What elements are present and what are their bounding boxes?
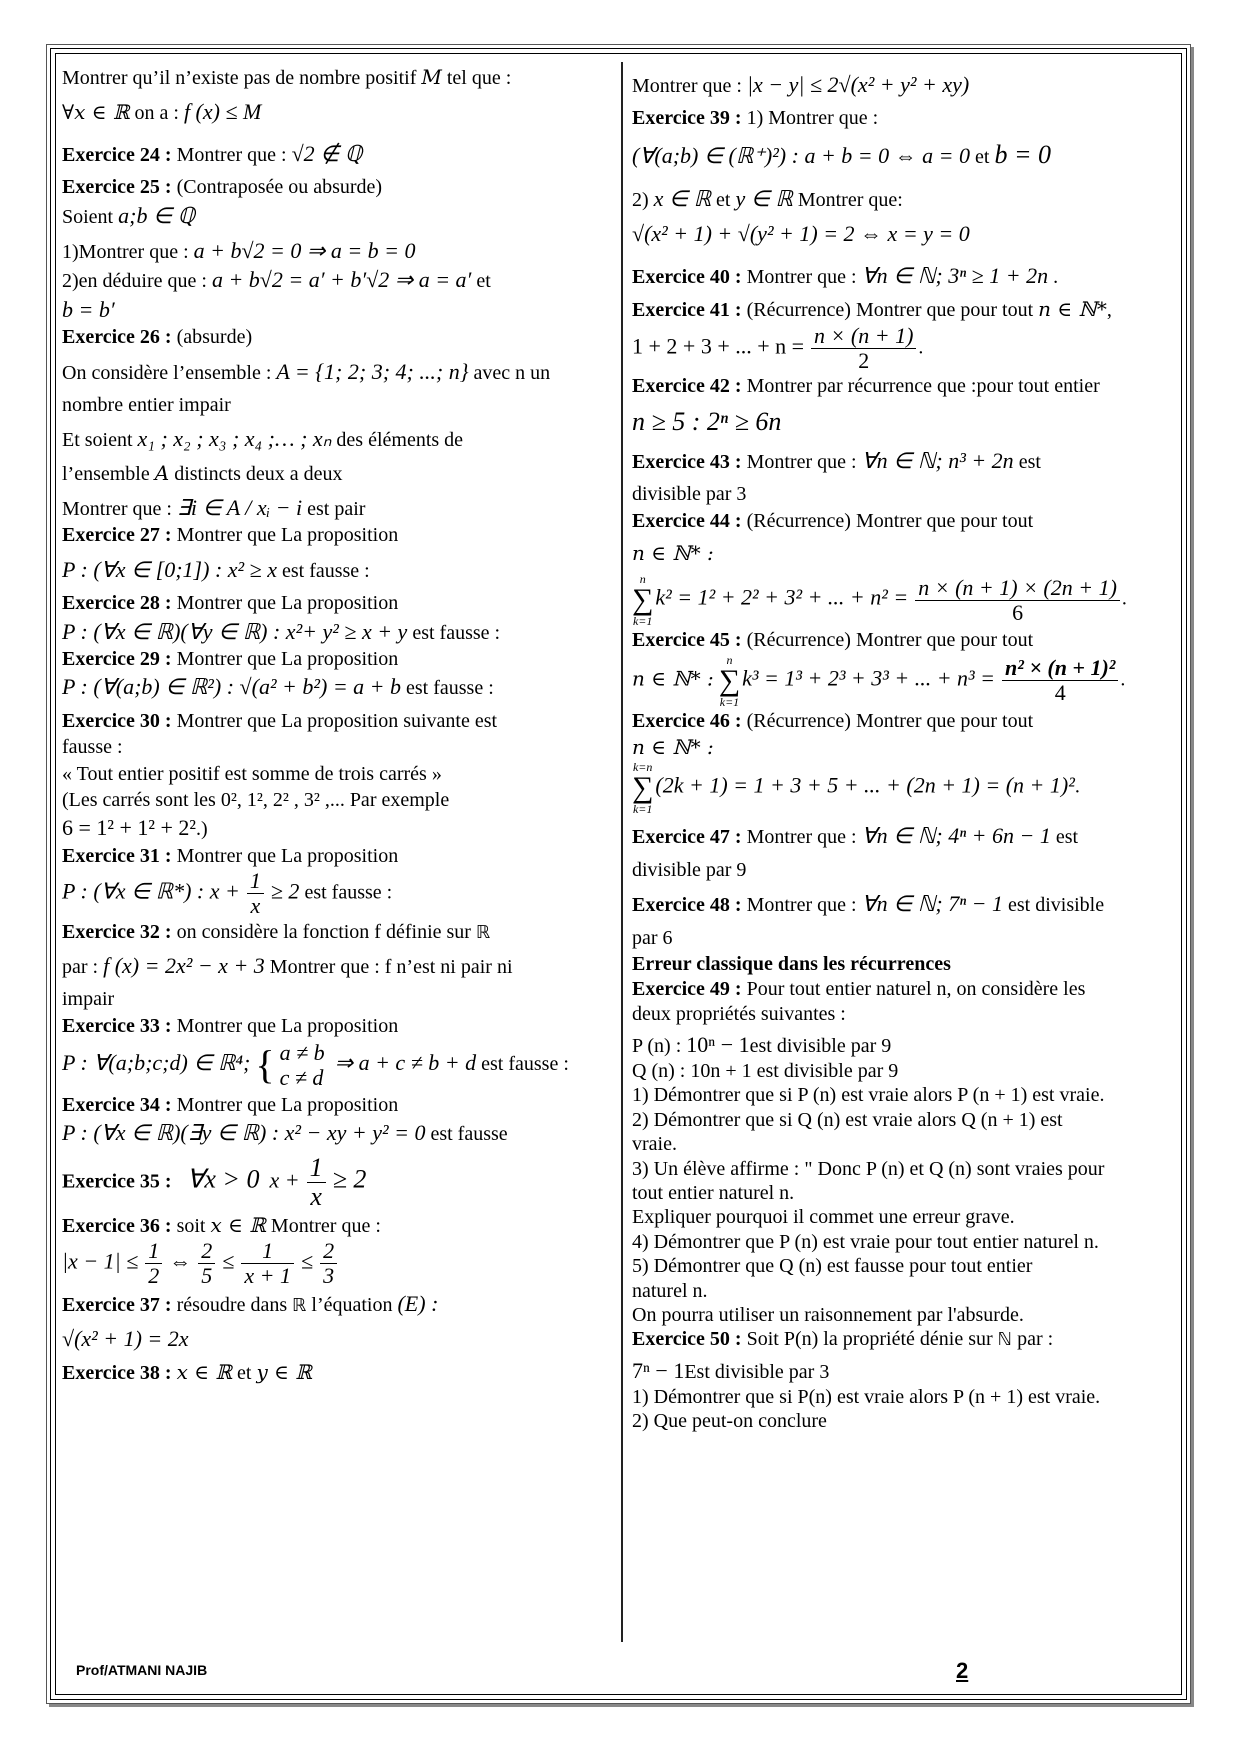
math: b = 0 (994, 139, 1051, 169)
exercise-37 (62, 1289, 612, 1354)
exercise-32 (62, 919, 612, 1013)
math: n ≥ 5 : 2ⁿ ≥ 6n (632, 407, 782, 437)
text: . (1120, 668, 1126, 691)
math: ℝ (475, 921, 491, 943)
question: naturel n. (632, 1279, 708, 1302)
text: tel que : (446, 67, 512, 89)
math: 1 + 2 + 3 + ... + n = (632, 332, 805, 358)
text: est fausse : (304, 881, 393, 904)
math: x ∈ ℝ (653, 186, 712, 212)
numerator: 1 (145, 1239, 162, 1264)
exercise-title: Exercice 25 : (62, 176, 172, 199)
text: Montrer que : (746, 826, 857, 849)
exercise-24 (62, 139, 612, 168)
fraction (811, 324, 916, 373)
denominator: 4 (1054, 680, 1066, 706)
condition: a ≠ b (279, 1040, 325, 1066)
condition: c ≠ d (279, 1064, 324, 1090)
math: k³ = 1³ + 2³ + 3³ + ... + n³ = (742, 665, 995, 691)
denominator: 3 (323, 1263, 335, 1289)
text: et (975, 145, 990, 168)
exercise-title: Exercice 27 : (62, 524, 172, 547)
text: Montrer que La proposition (176, 524, 399, 547)
right-column (632, 64, 1180, 1433)
exercise-31 (62, 843, 612, 919)
exercise-title: Exercice 29 : (62, 648, 172, 671)
text: est (1055, 826, 1079, 849)
text: Montrer que: (797, 189, 903, 212)
math: ≥ 2 (270, 878, 300, 904)
text: Montrer que : (270, 1214, 381, 1237)
text: est (1018, 450, 1041, 473)
exercise-title: Exercice 43 : (632, 450, 742, 473)
text: . (1053, 265, 1059, 288)
math: n ∈ ℕ* : (632, 666, 714, 691)
exercise-29 (62, 646, 612, 702)
exercise-title: Exercice 31 : (62, 844, 172, 867)
math: P : ∀(a;b;c;d) ∈ ℝ⁴; (62, 1050, 251, 1076)
text: par 6 (632, 926, 673, 949)
exercise-title: Exercice 24 : (62, 143, 172, 166)
text: Montrer par récurrence que :pour tout entier (746, 375, 1100, 398)
column-divider (621, 62, 623, 1642)
math: |x − y| ≤ 2√(x² + y² + xy) (746, 72, 970, 97)
question: 4) Démontrer que P (n) est vraie pour tout entier naturel n. (632, 1230, 1099, 1253)
text: Soient (62, 205, 114, 228)
math: P : (∀(a;b) ∈ ℝ²) : √(a² + b²) = a + b (62, 674, 402, 700)
math: n ∈ ℕ* (1038, 297, 1107, 322)
question: vraie. (632, 1133, 677, 1156)
sum-lower: k=1 (719, 694, 740, 709)
exercise-title: Exercice 38 : (62, 1362, 172, 1385)
numerator: 2 (320, 1239, 337, 1264)
question: 1) Démontrer que si P (n) est vraie alors P (n + 1) est vraie. (632, 1084, 1105, 1107)
math: √(x² + 1) = 2x (62, 1326, 189, 1352)
exercise-46 (632, 708, 1180, 816)
text: Montrer qu’il n’existe pas de nombre positif (62, 67, 417, 89)
text: (Récurrence) Montrer que pour tout (746, 299, 1034, 322)
exercise-45 (632, 627, 1180, 707)
question: tout entier naturel n. (632, 1181, 795, 1204)
page-inner-border (55, 53, 1182, 1695)
math: |x − 1| ≤ (62, 1248, 139, 1274)
exercise-title: Exercice 37 : (62, 1293, 172, 1316)
exercise-title: Exercice 42 : (632, 375, 742, 398)
system (277, 1041, 328, 1089)
text: Montrer que : (746, 265, 857, 288)
exercise-30 (62, 708, 612, 843)
question: Expliquer pourquoi il commet une erreur grave. (632, 1206, 1015, 1229)
text: . (918, 335, 924, 358)
sum-icon: n ∑ k=1 (632, 572, 654, 629)
exercise-title: Exercice 49 : (632, 978, 742, 1001)
numerator: n × (n + 1) (811, 324, 916, 349)
exercise-25 (62, 174, 612, 324)
math: M (421, 65, 442, 89)
text: Montrer que La proposition suivante est (176, 709, 498, 732)
math: k² = 1² + 2² + 3² + ... + n² = (655, 584, 909, 610)
math: n ∈ ℕ* : (632, 540, 714, 565)
text: Q (n) : 10n + 1 est divisible par 9 (632, 1060, 899, 1083)
question: On pourra utiliser un raisonnement par l'absurde. (632, 1303, 1024, 1326)
text: fausse : (62, 736, 123, 759)
text: (Récurrence) Montrer que pour tout (746, 509, 1034, 532)
math: A = {1; 2; 3; 4; ...; n} (276, 358, 469, 384)
exercise-title: Exercice 48 : (632, 894, 742, 917)
math: a;b ∈ ℚ (118, 202, 195, 228)
math: x ∈ ℝ (176, 1360, 233, 1385)
exercise-34 (62, 1092, 612, 1148)
text: l’équation (311, 1293, 393, 1316)
exercise-title: Exercice 36 : (62, 1214, 172, 1237)
math: (E) : (397, 1290, 439, 1316)
text: nombre entier impair (62, 393, 231, 416)
text: (Récurrence) Montrer que pour tout (746, 709, 1034, 732)
text: Montrer que La proposition (176, 1014, 399, 1037)
fraction (145, 1239, 162, 1288)
exercise-38-continued (632, 70, 1180, 99)
math: ∀n ∈ ℕ; n³ + 2n (861, 447, 1014, 473)
math: ∀x > 0 (186, 1164, 260, 1194)
section-title: Erreur classique dans les récurrences (632, 953, 951, 976)
fraction (198, 1239, 215, 1288)
text: est fausse : (412, 621, 501, 644)
text: . (1074, 776, 1080, 799)
exercise-47 (632, 821, 1180, 883)
exercise-title: Exercice 34 : (62, 1093, 172, 1116)
text: Montrer que : (62, 498, 172, 521)
exercise-title: Exercice 45 : (632, 629, 742, 652)
text: résoudre dans (176, 1293, 288, 1316)
math: b = b′ (62, 296, 115, 322)
exercise-title: Exercice 40 : (632, 265, 742, 288)
math: ℝ (292, 1294, 307, 1316)
text: est divisible (1008, 894, 1105, 917)
math: 0², 1², 2² , 3² (220, 788, 320, 811)
text: on considère la fonction f définie sur (176, 920, 471, 943)
text: est pair (307, 498, 366, 521)
footer-author: Prof/ATMANI NAJIB (76, 1662, 208, 1678)
math: ∀n ∈ ℕ; 7ⁿ − 1 (861, 891, 1004, 917)
denominator: 2 (858, 347, 870, 373)
left-column (62, 64, 612, 1387)
text: 1) Montrer que : (746, 107, 879, 130)
fraction (915, 576, 1120, 625)
numerator: n² × (n + 1)² (1002, 656, 1118, 681)
math: y ∈ ℝ (256, 1360, 312, 1385)
math: (2k + 1) = 1 + 3 + 5 + ... + (2n + 1) = (n + 1)² (655, 773, 1075, 799)
text: avec n un (473, 361, 551, 384)
sum-upper: n (726, 652, 733, 667)
denominator: 2 (148, 1263, 160, 1289)
text: deux propriétés suivantes : (632, 1002, 846, 1025)
text: l’ensemble (62, 462, 150, 485)
text: divisible par 3 (632, 483, 747, 506)
text: , (1106, 299, 1112, 322)
exercise-43 (632, 446, 1180, 508)
page-frame (50, 48, 1187, 1700)
math: y ∈ ℝ (735, 186, 793, 212)
math: P : (∀x ∈ ℝ)(∃y ∈ ℝ) : x² − xy + y² = 0 (62, 1120, 426, 1146)
exercise-40 (632, 261, 1180, 290)
text: . (1121, 587, 1127, 610)
text: « Tout entier positif est somme de trois carrés » (62, 762, 442, 785)
intro-line-1 (62, 64, 612, 91)
text: distincts deux a deux (174, 462, 343, 485)
math: ≤ (222, 1248, 235, 1274)
math: x ∈ ℝ (210, 1212, 266, 1237)
exercise-38 (62, 1359, 612, 1386)
text: P (n) : (632, 1035, 682, 1058)
exercise-title: Exercice 39 : (632, 107, 742, 130)
text: 2) (632, 189, 649, 212)
exercise-title: Exercice 41 : (632, 299, 742, 322)
text: Et soient (62, 429, 133, 452)
math: x + (269, 1167, 300, 1193)
exercise-33 (62, 1013, 612, 1092)
math: x₁ ; x₂ ; x₃ ; x₄ ;… ; xₙ (137, 426, 332, 452)
text: (Récurrence) Montrer que pour tout (746, 629, 1034, 652)
text: Est divisible par 3 (684, 1360, 830, 1383)
exercise-title: Exercice 35 : (62, 1170, 172, 1193)
text: des éléments de (336, 429, 464, 452)
exercise-35 (62, 1154, 612, 1212)
exercise-title: Exercice 28 : (62, 592, 172, 615)
fraction (1002, 656, 1118, 705)
text: par : (62, 955, 99, 978)
denominator: x (310, 1182, 322, 1212)
numerator: 1 (307, 1154, 326, 1184)
sum-lower: k=1 (632, 614, 653, 629)
exercise-48 (632, 889, 1180, 951)
math: ∀n ∈ ℕ; 4ⁿ + 6n − 1 (861, 823, 1051, 849)
numerator: n × (n + 1) × (2n + 1) (915, 576, 1120, 601)
numerator: 2 (198, 1239, 215, 1264)
exercise-title: Exercice 33 : (62, 1014, 172, 1037)
math: P : (∀x ∈ [0;1]) : x² ≥ x (62, 556, 277, 582)
sum-upper: n (639, 572, 646, 587)
math: P : (∀x ∈ ℝ)(∀y ∈ ℝ) : x²+ y² ≥ x + y (62, 618, 408, 644)
text: est fausse : (481, 1053, 569, 1076)
math: n ∈ ℕ* : (632, 735, 714, 760)
math: ≤ (300, 1248, 314, 1274)
math: 10ⁿ − 1 (686, 1032, 750, 1058)
denominator: x (250, 893, 261, 919)
text: On considère l’ensemble : (62, 361, 272, 384)
exercise-title: Exercice 50 : (632, 1328, 742, 1351)
text: (Contraposée ou absurde) (176, 176, 383, 199)
math: ≥ 2 (332, 1164, 367, 1194)
math: ⇒ a + c ≠ b + d (334, 1050, 477, 1076)
exercise-28 (62, 590, 612, 646)
text: (Les carrés sont les (62, 788, 216, 811)
math: (∀(a;b) ∈ (ℝ⁺)²) : a + b = 0 ⇔ a = 0 (632, 142, 970, 168)
question: 1) Démontrer que si P(n) est vraie alors P (n + 1) est vraie. (632, 1385, 1101, 1408)
text: ,... Par exemple (324, 788, 450, 811)
text: est fausse : (281, 559, 370, 582)
text: Montrer que : f n’est ni pair ni (269, 955, 513, 978)
denominator: x + 1 (244, 1263, 291, 1289)
numerator: 1 (241, 1239, 294, 1264)
question: 2) Que peut-on conclure (632, 1409, 827, 1432)
text: et (237, 1362, 252, 1385)
text: Montrer que La proposition (176, 648, 399, 671)
math: P : (∀x ∈ ℝ*) : x + (62, 878, 240, 904)
sum-icon: n ∑ k=1 (718, 652, 741, 709)
question: 3) Un élève affirme : " Donc P (n) et Q (n) sont vraies pour (632, 1157, 1105, 1180)
math: ∀x ∈ ℝ (62, 100, 130, 125)
exercise-26 (62, 324, 612, 522)
exercise-title: Exercice 46 : (632, 709, 742, 732)
math: ∀n ∈ ℕ; 3ⁿ ≥ 1 + 2n (861, 262, 1049, 288)
text: 1)Montrer que : (62, 240, 189, 263)
math: √2 ∉ ℚ (291, 140, 363, 166)
text: Soit P(n) la propriété dénie sur (746, 1328, 993, 1351)
exercise-title: Exercice 47 : (632, 826, 742, 849)
fraction (320, 1239, 337, 1288)
brace: { (255, 1042, 275, 1088)
text: est divisible par 9 (749, 1035, 892, 1058)
exercise-42 (632, 373, 1180, 440)
text: Montrer que : (176, 143, 287, 166)
math: 6 = 1² + 1² + 2² (62, 815, 197, 841)
page-number: 2 (956, 1658, 969, 1683)
denominator: 6 (1012, 599, 1024, 625)
text: 2)en déduire que : (62, 270, 207, 293)
math: √(x² + 1) + √(y² + 1) = 2 ⇔ x = y = 0 (632, 221, 970, 247)
sum-icon: k=n ∑ k=1 (632, 760, 654, 817)
exercise-title: Exercice 32 : (62, 920, 172, 943)
math: a + b√2 = a′ + b′√2 ⇒ a = a′ (211, 267, 472, 293)
exercise-49 (632, 977, 1180, 1327)
text: Pour tout entier naturel n, on considère les (746, 978, 1086, 1001)
text: et (476, 270, 491, 293)
question: 5) Démontrer que Q (n) est fausse pour tout entier (632, 1255, 1033, 1278)
text: on a : (134, 102, 179, 125)
math: a + b√2 = 0 ⇒ a = b = 0 (193, 237, 416, 263)
intro-line-2 (62, 97, 612, 126)
text: et (716, 189, 731, 212)
text: soit (176, 1214, 206, 1237)
text: est fausse (430, 1123, 508, 1146)
exercise-27 (62, 522, 612, 584)
question: 2) Démontrer que si Q (n) est vraie alors Q (n + 1) est (632, 1108, 1063, 1131)
math: A (154, 460, 170, 485)
math: ⇔ (169, 1248, 192, 1274)
exercise-title: Exercice 30 : (62, 709, 172, 732)
exercise-50 (632, 1327, 1180, 1433)
math: ∃i ∈ A / xᵢ − i (176, 495, 303, 521)
text: .) (196, 818, 208, 841)
numerator: 1 (247, 869, 264, 894)
text: par : (1017, 1328, 1054, 1351)
text: Montrer que : (746, 894, 857, 917)
text: impair (62, 988, 115, 1011)
text: est fausse : (406, 677, 494, 700)
math: f (x) ≤ M (183, 99, 262, 125)
sum-upper: k=n (632, 760, 653, 775)
text: Montrer que La proposition (176, 592, 399, 615)
exercise-36 (62, 1212, 612, 1289)
sum-lower: k=1 (632, 802, 653, 817)
text: Montrer que : (632, 75, 742, 97)
text: Montrer que La proposition (176, 1093, 399, 1116)
text: Montrer que La proposition (176, 844, 399, 867)
text: (absurde) (176, 326, 253, 349)
exercise-title: Exercice 26 : (62, 326, 172, 349)
math: f (x) = 2x² − x + 3 (103, 952, 265, 978)
exercise-41 (632, 296, 1180, 373)
exercise-39 (632, 105, 1180, 248)
exercise-title: Exercice 44 : (632, 509, 742, 532)
text: divisible par 9 (632, 858, 747, 881)
fraction (307, 1154, 326, 1212)
exercise-44 (632, 508, 1180, 628)
fraction (247, 869, 264, 918)
denominator: 5 (201, 1263, 213, 1289)
math: ℕ (997, 1329, 1013, 1351)
text: Montrer que : (746, 450, 857, 473)
math: 7ⁿ − 1 (632, 1357, 685, 1383)
fraction (241, 1239, 294, 1288)
